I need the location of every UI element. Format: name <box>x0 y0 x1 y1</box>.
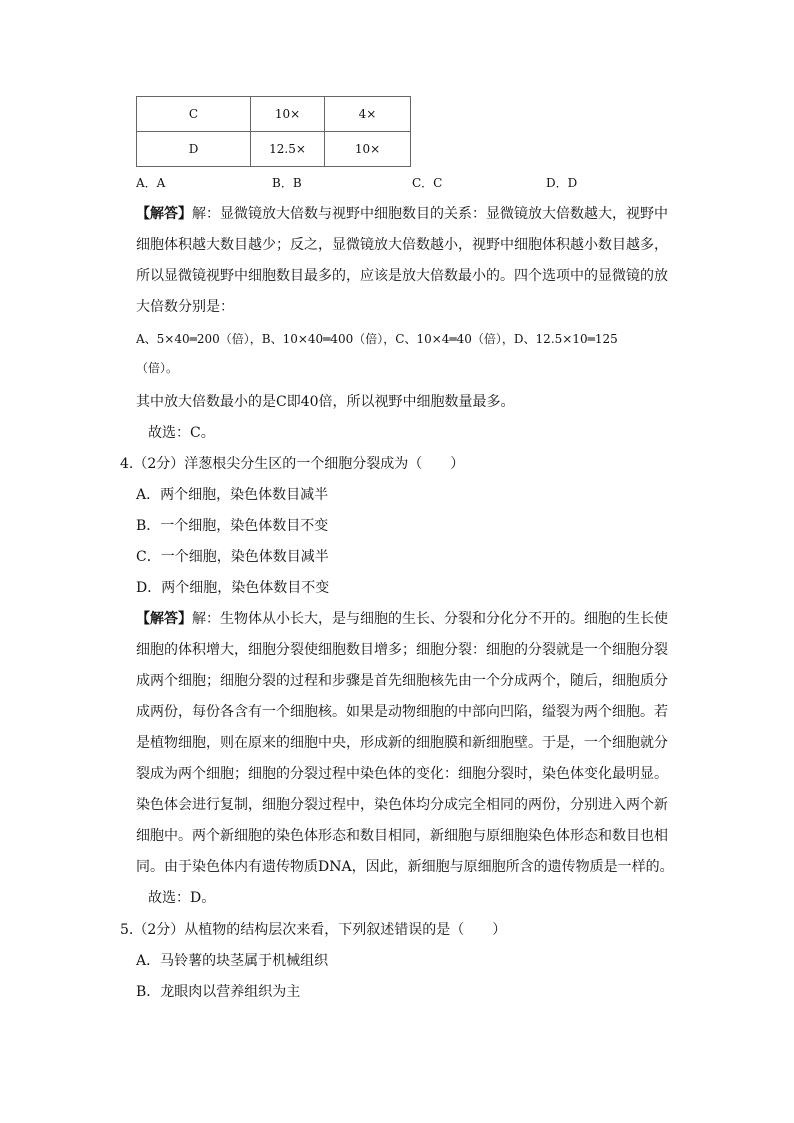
q3-answer-line: 所以显微镜视野中细胞数目最多的，应该是放大倍数最小的。四个选项中的显微镜的放 <box>136 268 668 284</box>
q4-answer-line: 故选：D。 <box>148 890 216 906</box>
magnification-table <box>136 96 411 167</box>
answer-tag: 【解答】 <box>136 206 192 222</box>
q4-stem: 4.（2分）洋葱根尖分生区的一个细胞分裂成为（ ） <box>120 456 465 472</box>
q3-option-d: D．D <box>546 176 578 190</box>
table-row <box>137 132 411 167</box>
q4-answer-line: 染色体会进行复制，细胞分裂过程中，染色体均分成完全相同的两份，分别进入两个新 <box>136 797 668 813</box>
q3-answer-line: 【解答】解：显微镜放大倍数与视野中细胞数目的关系：显微镜放大倍数越大，视野中 <box>136 206 668 222</box>
q4-answer-line: 是植物细胞，则在原来的细胞中央，形成新的细胞膜和新细胞壁。于是，一个细胞就分 <box>136 735 668 751</box>
q3-answer-line: （倍）。 <box>136 361 179 375</box>
q4-answer-line: 成两个细胞；细胞分裂的过程和步骤是首先细胞核先由一个分成两个，随后，细胞质分 <box>136 673 668 689</box>
answer-tag: 【解答】 <box>136 611 192 627</box>
q3-option-b: B．B <box>272 176 302 190</box>
table-cell: 12.5× <box>251 132 325 167</box>
table-row <box>137 97 411 132</box>
q4-answer-line: 裂成为两个细胞；细胞的分裂过程中染色体的变化：细胞分裂时，染色体变化最明显。 <box>136 766 668 782</box>
table-cell: 4× <box>325 97 411 132</box>
q5-stem: 5.（2分）从植物的结构层次来看，下列叙述错误的是（ ） <box>120 922 507 938</box>
q5-option-a: A．马铃薯的块茎属于机械组织 <box>136 953 329 969</box>
q3-option-a: A．A <box>136 176 166 190</box>
q3-answer-line: 其中放大倍数最小的是C即40倍，所以视野中细胞数量最多。 <box>136 394 515 410</box>
q4-answer-line: 细胞的体积增大，细胞分裂使细胞数目增多；细胞分裂：细胞的分裂就是一个细胞分裂 <box>136 642 668 658</box>
q4-answer-line: 成两份，每份各含有一个细胞核。如果是动物细胞的中部向凹陷，缢裂为两个细胞。若 <box>136 704 668 720</box>
q3-answer-line: A、5×40═200（倍），B、10×40═400（倍），C、10×4═40（倍），D、12.5×10═125 <box>136 332 618 346</box>
q3-answer-line: 细胞体积越大数目越少；反之，显微镜放大倍数越小，视野中细胞体积越小数目越多， <box>136 237 668 253</box>
q4-answer-line: 同。由于染色体内有遗传物质DNA，因此，新细胞与原细胞所含的遗传物质是一样的。 <box>136 859 674 875</box>
q4-answer-line: 细胞中。两个新细胞的染色体形态和数目相同，新细胞与原细胞染色体形态和数目也相 <box>136 828 668 844</box>
q4-option-d: D．两个细胞，染色体数目不变 <box>136 580 330 596</box>
q4-option-a: A．两个细胞，染色体数目减半 <box>136 487 329 503</box>
q3-answer-line: 故选：C。 <box>148 425 215 441</box>
q5-option-b: B．龙眼肉以营养组织为主 <box>136 984 301 1000</box>
table-cell: C <box>137 97 251 132</box>
table-cell: D <box>137 132 251 167</box>
q4-option-c: C．一个细胞，染色体数目减半 <box>136 549 329 565</box>
q4-answer-line: 【解答】解：生物体从小长大，是与细胞的生长、分裂和分化分不开的。细胞的生长使 <box>136 611 668 627</box>
q3-options <box>136 174 696 192</box>
table-cell: 10× <box>325 132 411 167</box>
table-cell: 10× <box>251 97 325 132</box>
q4-option-b: B．一个细胞，染色体数目不变 <box>136 518 329 534</box>
q3-answer-line: 大倍数分别是： <box>136 299 234 315</box>
q3-option-c: C．C <box>412 176 443 190</box>
